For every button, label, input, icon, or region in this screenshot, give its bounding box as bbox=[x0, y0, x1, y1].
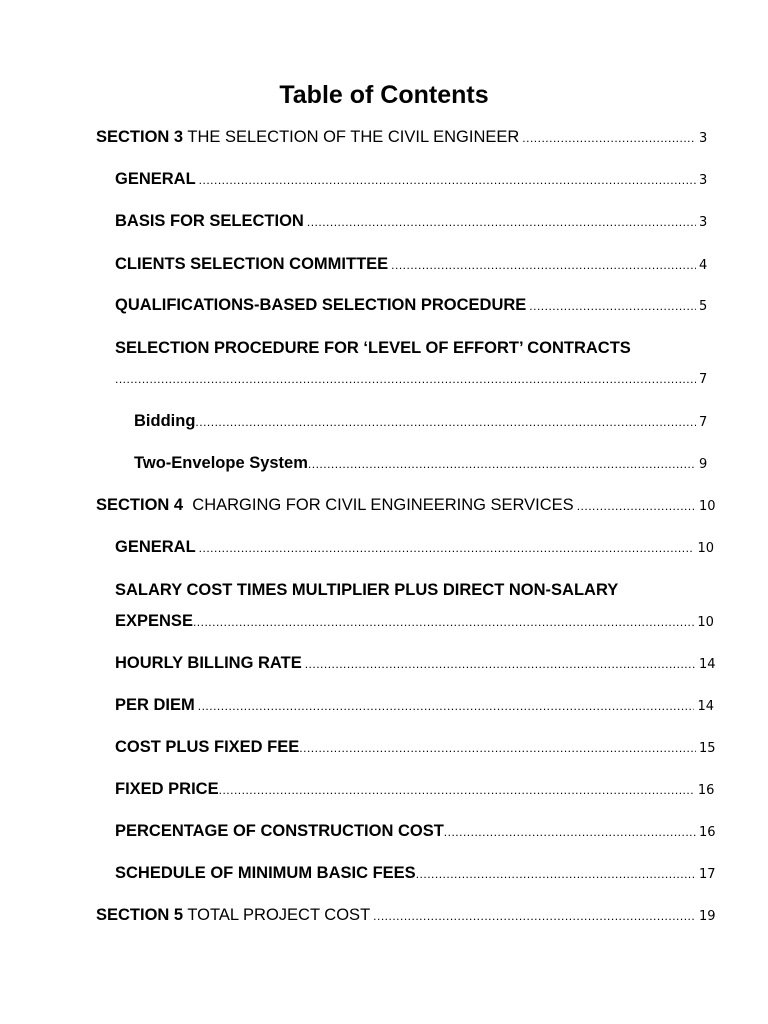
toc-entry-clients-selection-committee[interactable] bbox=[115, 252, 707, 276]
toc-entry-section-4[interactable] bbox=[96, 493, 716, 517]
toc-entry-two-envelope-system[interactable] bbox=[134, 451, 707, 475]
dot-leader bbox=[193, 610, 694, 634]
toc-entry-bidding[interactable] bbox=[134, 409, 707, 433]
toc-entry-salary-cost-heading[interactable]: SALARY COST TIMES MULTIPLIER PLUS DIRECT NON-SALARY bbox=[115, 581, 619, 599]
toc-entry-label: Bidding bbox=[134, 412, 196, 430]
section-number: SECTION 4 bbox=[96, 496, 184, 514]
section-title: THE SELECTION OF THE CIVIL ENGINEER bbox=[183, 128, 520, 146]
section-title: CHARGING FOR CIVIL ENGINEERING SERVICES bbox=[183, 496, 574, 514]
page-number: 7 bbox=[699, 372, 708, 387]
toc-entry-label: GENERAL bbox=[115, 538, 196, 556]
page-number: 3 bbox=[699, 131, 708, 146]
toc-entry-cost-plus-fixed-fee[interactable] bbox=[115, 735, 716, 759]
dot-leader bbox=[199, 168, 696, 192]
dot-leader bbox=[391, 253, 696, 277]
toc-entry-label: BASIS FOR SELECTION bbox=[115, 212, 304, 230]
page-number: 3 bbox=[699, 173, 708, 188]
toc-entry-label: SCHEDULE OF MINIMUM BASIC FEES bbox=[115, 864, 416, 882]
dot-leader bbox=[219, 778, 695, 802]
section-number: SECTION 3 bbox=[96, 128, 184, 146]
toc-entry-label: PER DIEM bbox=[115, 696, 195, 714]
toc-entry-label: QUALIFICATIONS-BASED SELECTION PROCEDURE bbox=[115, 296, 527, 314]
dot-leader bbox=[522, 126, 696, 150]
page-number: 16 bbox=[699, 825, 716, 840]
toc-entry-qualifications-based-selection[interactable] bbox=[115, 293, 707, 317]
dot-leader bbox=[529, 294, 696, 318]
page-number: 7 bbox=[699, 415, 708, 430]
toc-entry-label: PERCENTAGE OF CONSTRUCTION COST bbox=[115, 822, 444, 840]
toc-entry-label: FIXED PRICE bbox=[115, 780, 219, 798]
toc-entry-label: Two-Envelope System bbox=[134, 454, 308, 472]
toc-entry-label: GENERAL bbox=[115, 170, 196, 188]
toc-entry-schedule-of-minimum-basic-fees[interactable] bbox=[115, 861, 716, 885]
page-number: 4 bbox=[699, 258, 708, 273]
toc-entry-salary-cost[interactable] bbox=[115, 609, 714, 633]
dot-leader bbox=[198, 694, 695, 718]
dot-leader bbox=[195, 410, 696, 434]
dot-leader bbox=[307, 210, 696, 234]
toc-entry-label bbox=[96, 903, 370, 927]
toc-title: Table of Contents bbox=[279, 81, 489, 109]
dot-leader bbox=[308, 452, 696, 476]
page-number: 15 bbox=[699, 741, 716, 756]
toc-entry-label: CLIENTS SELECTION COMMITTEE bbox=[115, 255, 389, 273]
dot-leader bbox=[199, 536, 695, 560]
dot-leader bbox=[115, 367, 696, 391]
dot-leader bbox=[444, 820, 696, 844]
toc-entry-fixed-price[interactable] bbox=[115, 777, 715, 801]
toc-entry-percentage-of-construction-cost[interactable] bbox=[115, 819, 716, 843]
page-number: 5 bbox=[699, 299, 708, 314]
page-number: 19 bbox=[699, 909, 716, 924]
toc-entry-label: COST PLUS FIXED FEE bbox=[115, 738, 300, 756]
page-number: 14 bbox=[697, 699, 714, 714]
page-number: 10 bbox=[697, 615, 714, 630]
dot-leader bbox=[299, 736, 696, 760]
toc-entry-label: HOURLY BILLING RATE bbox=[115, 654, 302, 672]
toc-entry-section-3[interactable] bbox=[96, 125, 707, 149]
toc-entry-label bbox=[96, 125, 519, 149]
toc-entry-basis-for-selection[interactable] bbox=[115, 209, 707, 233]
toc-entry-section-5[interactable] bbox=[96, 903, 716, 927]
page-number: 9 bbox=[699, 457, 708, 472]
dot-leader bbox=[373, 904, 696, 928]
page-number: 14 bbox=[699, 657, 716, 672]
page-number: 3 bbox=[699, 215, 708, 230]
page-number: 16 bbox=[697, 783, 715, 798]
section-title: TOTAL PROJECT COST bbox=[183, 906, 371, 924]
page-number: 10 bbox=[697, 541, 714, 556]
page-number: 10 bbox=[699, 499, 716, 514]
dot-leader bbox=[577, 494, 696, 518]
dot-leader bbox=[416, 862, 696, 886]
toc-entry-label bbox=[96, 493, 574, 517]
dot-leader bbox=[305, 652, 696, 676]
toc-entry-general[interactable] bbox=[115, 167, 707, 191]
section-number: SECTION 5 bbox=[96, 906, 184, 924]
toc-entry-per-diem[interactable] bbox=[115, 693, 714, 717]
toc-entry-level-of-effort-heading[interactable]: SELECTION PROCEDURE FOR ‘LEVEL OF EFFORT’ CONTRACTS bbox=[115, 339, 631, 357]
toc-entry-hourly-billing-rate[interactable] bbox=[115, 651, 716, 675]
toc-entry-label: EXPENSE bbox=[115, 612, 193, 630]
page-number: 17 bbox=[699, 867, 716, 882]
toc-entry-general-2[interactable] bbox=[115, 535, 714, 559]
toc-entry-level-of-effort[interactable] bbox=[115, 367, 707, 391]
